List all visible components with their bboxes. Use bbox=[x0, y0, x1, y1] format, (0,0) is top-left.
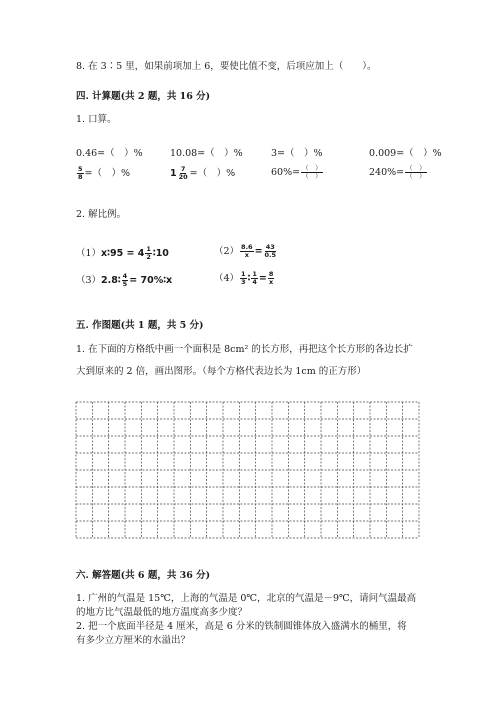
oral-calc-7: 60%= $\frac{( )}{( )}$ bbox=[271, 164, 322, 180]
section-4-q1-label: 1. 口算。 bbox=[76, 114, 117, 125]
fraction-5-8: $\frac{5}{8}$ bbox=[78, 165, 83, 181]
section-6-q1-line2: 的地方比气温最低的地方温度高多少度？ bbox=[76, 607, 248, 618]
proportion-3: （3）2.8∶ $\frac{4}{5}$ = 70%∶x bbox=[76, 272, 173, 288]
blank-fraction: $\frac{( )}{( )}$ bbox=[406, 164, 426, 180]
fraction-7-20: $\frac{7}{20}$ bbox=[178, 165, 188, 181]
oral-calc-6: 1 $\frac{7}{20}$ =（ ）% bbox=[170, 165, 236, 181]
oral-calc-2: 10.08=（ ）% bbox=[170, 148, 243, 159]
section-6-q2-line2: 有多少立方厘米的水溢出？ bbox=[76, 635, 191, 646]
proportion-4: （4） $\frac{1}{3}$ ∶ $\frac{1}{4}$ = $\frac{8}{x}$ bbox=[214, 270, 274, 286]
section-5-q1-line1: 1. 在下面的方格纸中画一个面积是 8cm² 的长方形，再把这个长方形的各边长扩 bbox=[76, 344, 413, 355]
section-4-q2-label: 2. 解比例。 bbox=[76, 209, 127, 220]
section-5-q1-line2: 大到原来的 2 倍，画出图形。（每个方格代表边长为 1cm 的正方形） bbox=[76, 366, 367, 377]
grid-paper[interactable] bbox=[75, 401, 420, 539]
section-5-title: 五. 作图题(共 1 题，共 5 分) bbox=[76, 320, 204, 331]
section-6-q1-line1: 1. 广州的气温是 15℃，上海的气温是 0℃，北京的气温是－9℃，请问气温最高 bbox=[76, 593, 417, 604]
proportion-1: （1）x∶95 = 4 $\frac{1}{2}$ ∶10 bbox=[76, 245, 169, 261]
oral-calc-8: 240%= $\frac{( )}{( )}$ bbox=[369, 164, 426, 180]
oral-calc-5: $\frac{5}{8}$ =（ ）% bbox=[78, 165, 131, 181]
proportion-2: （2） $\frac{8.6}{x}$ = $\frac{43}{0.5}$ bbox=[214, 243, 277, 259]
blank-fraction: $\frac{( )}{( )}$ bbox=[302, 164, 322, 180]
question-8-text: 8. 在 3∶5 里，如果前项加上 6，要使比值不变，后项应加上（ ）。 bbox=[76, 61, 377, 72]
oral-calc-3: 3=（ ）% bbox=[271, 148, 323, 159]
section-6-q2-line1: 2. 把一个底面半径是 4 厘米，高是 6 分米的铁制圆锥体放入盛满水的桶里，将 bbox=[76, 621, 407, 632]
drawing-grid[interactable] bbox=[75, 401, 420, 539]
oral-calc-1: 0.46=（ ）% bbox=[76, 148, 143, 159]
section-4-title: 四. 计算题(共 2 题，共 16 分) bbox=[76, 91, 211, 102]
oral-calc-4: 0.009=（ ）% bbox=[369, 148, 442, 159]
section-6-title: 六. 解答题(共 6 题，共 36 分) bbox=[76, 570, 211, 581]
